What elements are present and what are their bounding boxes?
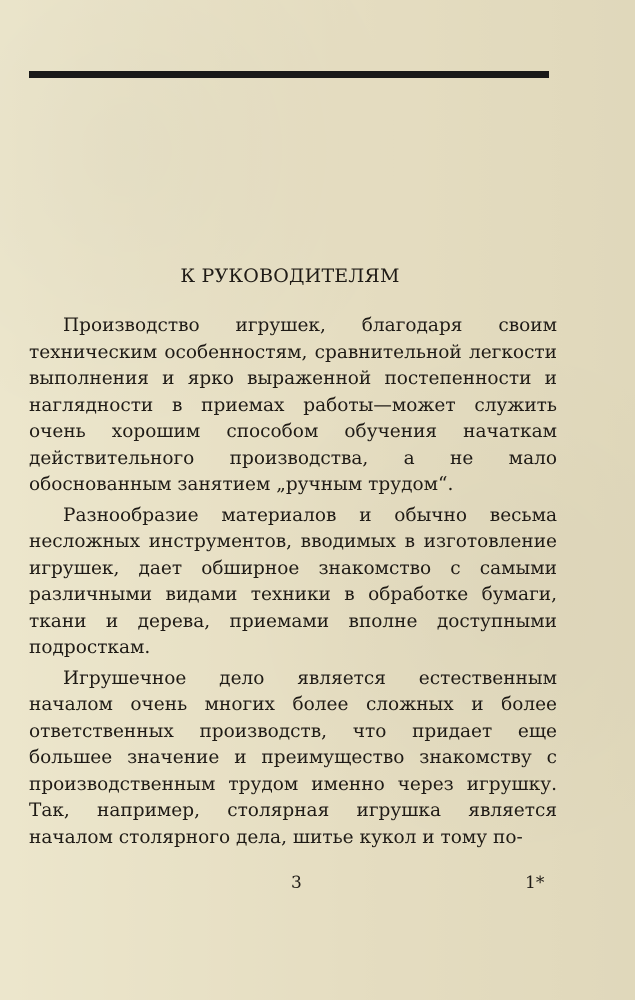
body-text: [29, 313, 557, 855]
paragraph-1: Производство игрушек, благодаря своим техническим особенностям, сравнительной легкости выполнения и ярко выраженной постепенности и наглядности в приемах работы—может служить очень хорошим способом обучения начаткам действительного производства, а не мало обоснованным занятием „ручным трудом“.: [29, 315, 557, 495]
page-footer: [0, 873, 635, 903]
paragraph-2: Разнообразие материалов и обычно весьма несложных инструментов, вводимых в изготовление игрушек, дает обширное знакомство с самыми различными видами техники в обработке бумаги, ткани и дерева, приемами вполне доступными подросткам.: [29, 504, 557, 658]
signature-mark: 1*: [525, 873, 545, 893]
page-number: 3: [291, 873, 302, 893]
top-rule: [29, 71, 549, 78]
paragraph-3: Игрушечное дело является естественным началом очень многих более сложных и более ответственных производств, что придает еще большее значение и преимущество знакомству с производственным трудом именно через игрушку. Так, например, столярная игрушка является началом столярного дела, шитье кукол и тому по-: [29, 667, 557, 848]
page-title: К РУКОВОДИТЕЛЯМ: [180, 265, 400, 287]
